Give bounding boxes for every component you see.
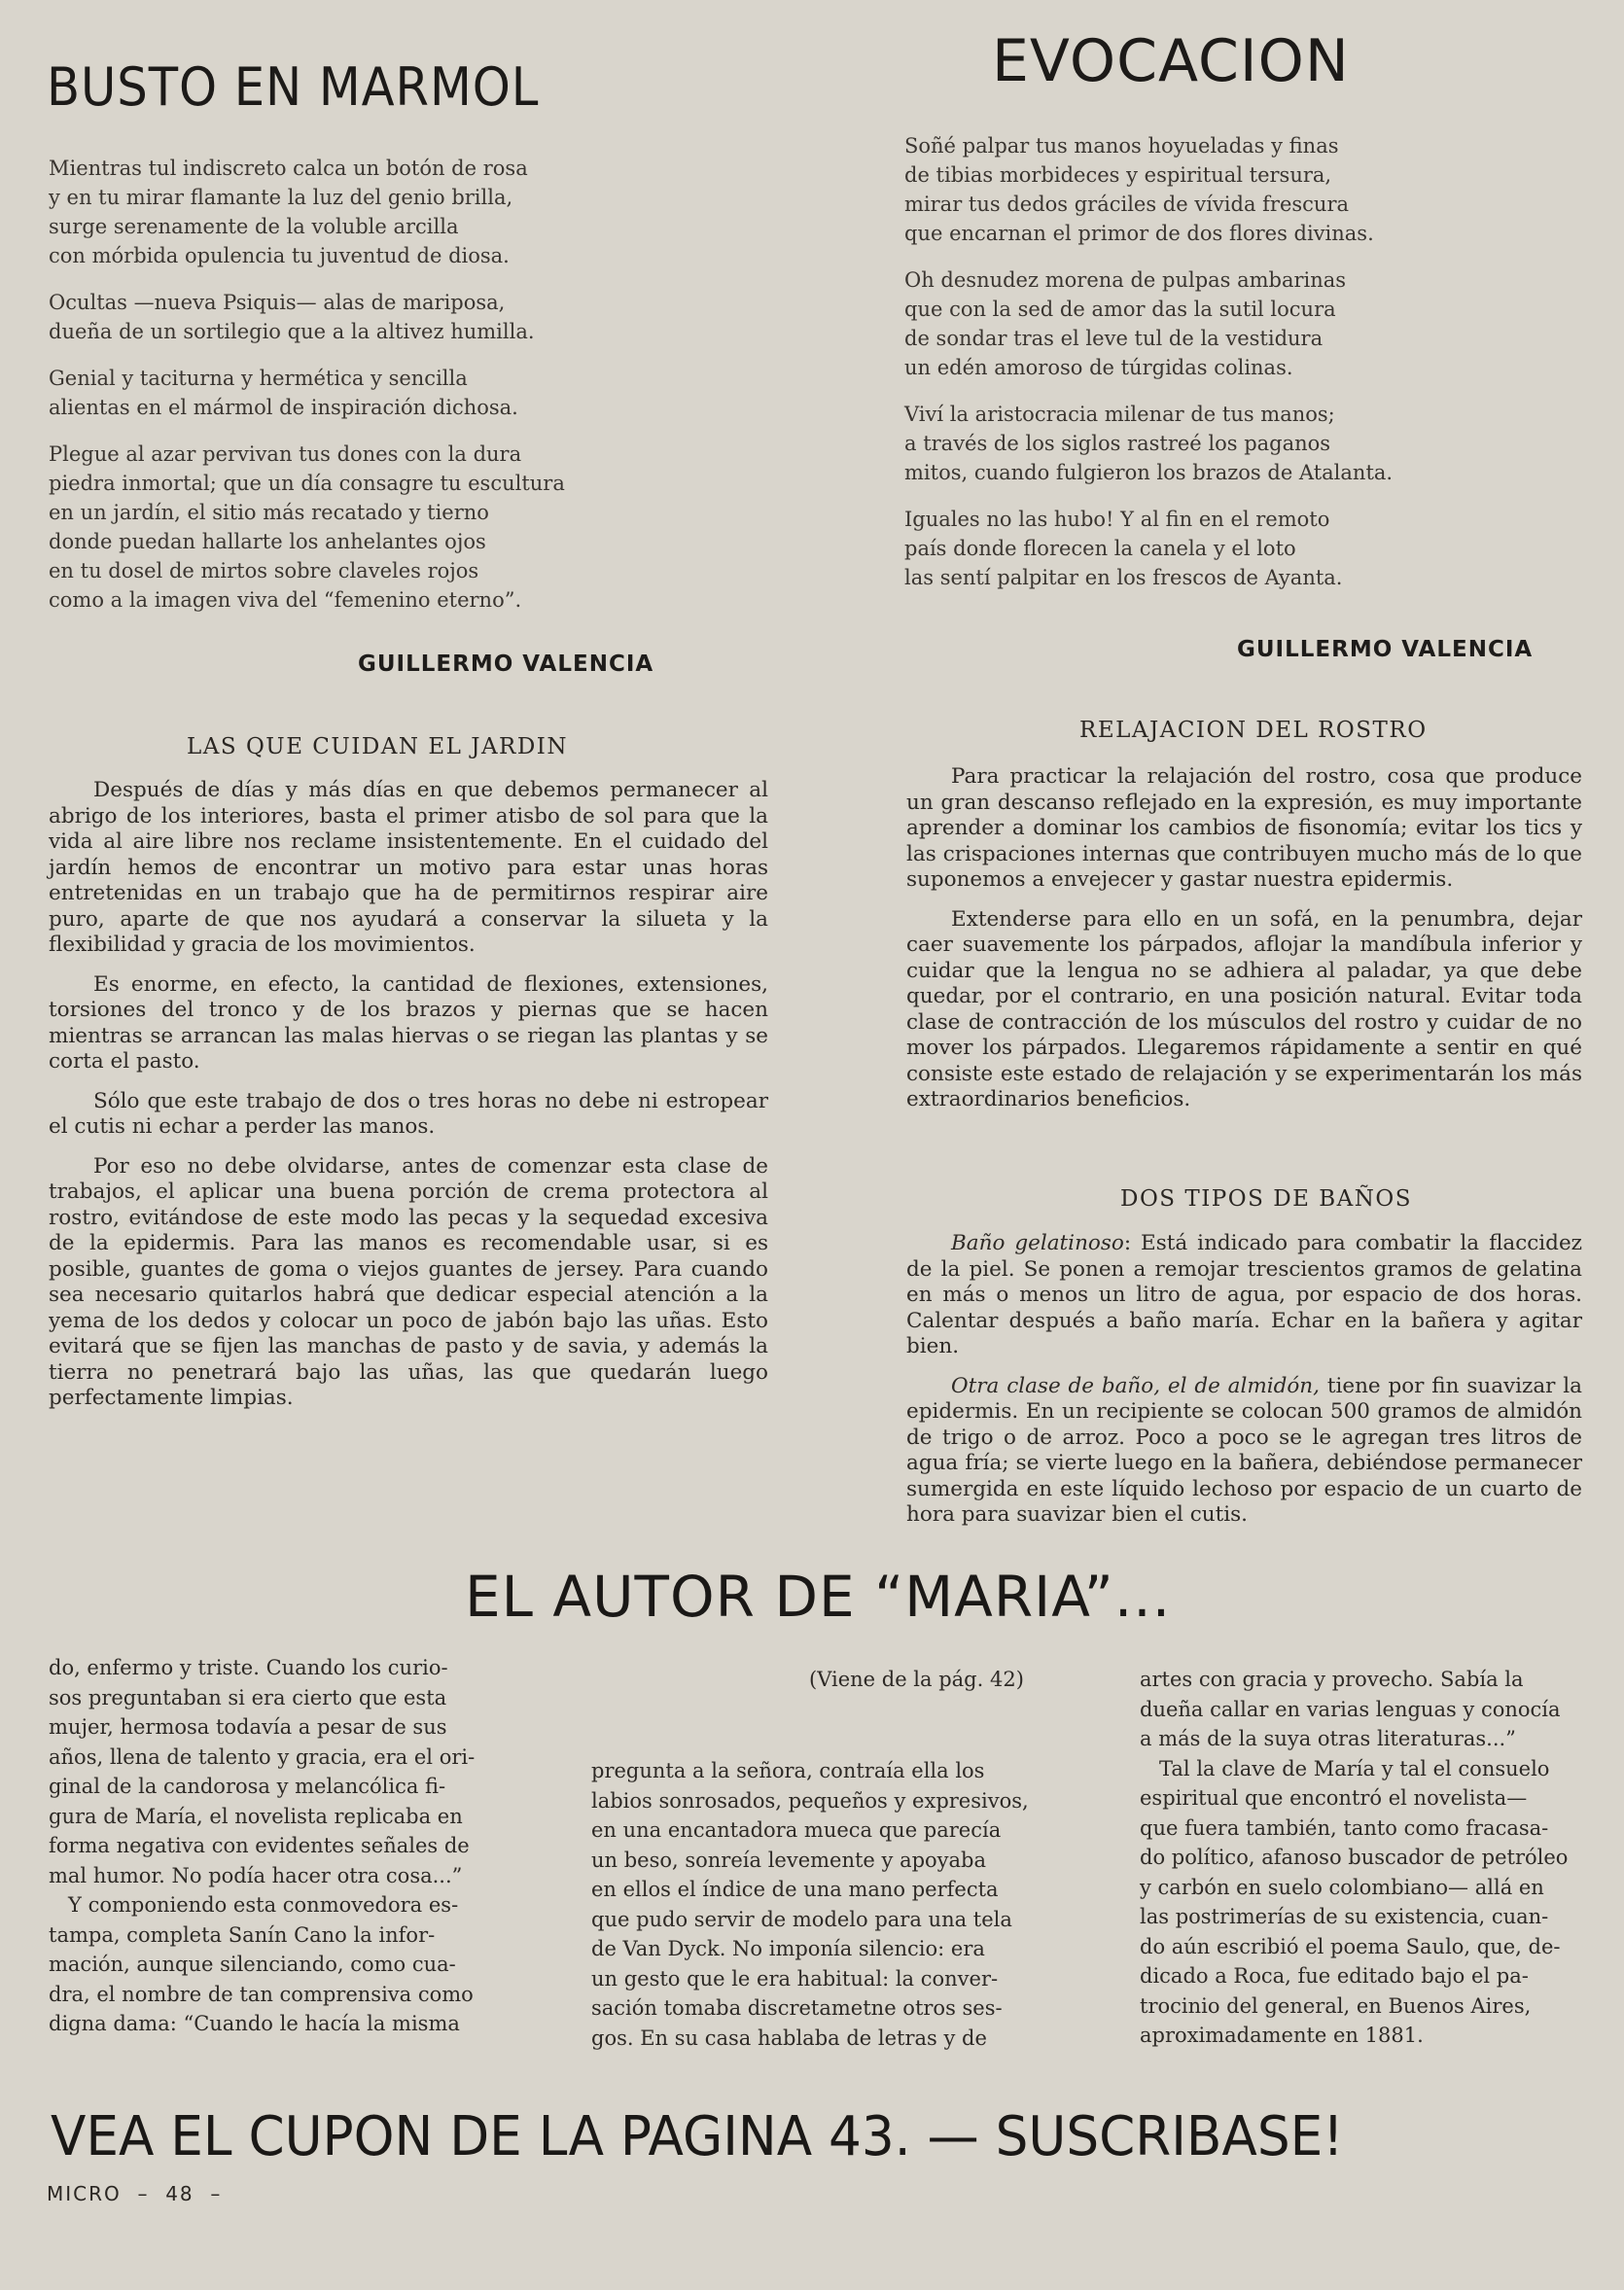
poem1-line: Genial y taciturna y hermética y sencilla [49, 367, 468, 390]
maria-column-1 [49, 1653, 475, 2039]
column-line: sación tomaba discretametne otros ses- [591, 1996, 1003, 2020]
poem2-line: de sondar tras el leve tul de la vestidura [904, 327, 1324, 350]
poem2-stanza [904, 265, 1585, 382]
column-line: artes con gracia y provecho. Sabía la [1140, 1668, 1524, 1691]
poem1-stanza [49, 364, 671, 422]
article-banos-body [906, 1231, 1582, 1542]
column-line: que fuera también, tanto como fracasa- [1140, 1815, 1549, 1840]
banos-paragraph-1: Baño gelatinoso: Está indicado para combatir la flaccidez de la piel. Se ponen a remojar trescientos gramos de gelatina en más o menos un litro de agua, por espacio de dos horas. Calentar después a baño maría. Echar en la bañera y agitar bien. [906, 1231, 1582, 1358]
column-line: mujer, hermosa todavía a pesar de sus [49, 1715, 447, 1739]
poem2-line: Viví la aristocracia milenar de tus manos; [904, 403, 1335, 426]
column-line: gos. En su casa hablaba de letras y de [591, 2026, 987, 2050]
maria-continued-note: (Viene de la pág. 42) [809, 1668, 1024, 1691]
poem2-line: que con la sed de amor das la sutil locura [904, 298, 1336, 321]
maria-heading: EL AUTOR DE “MARIA”... [465, 1564, 1172, 1630]
column-line: mación, aunque silenciando, como cua- [49, 1953, 456, 1976]
column-line: digna dama: “Cuando le hacía la misma [49, 2012, 460, 2035]
paragraph: Extenderse para ello en un sofá, en la penumbra, dejar caer suavemente los párpados, aflojar la mandíbula inferior y cuidar que la lengua no se adhiera al paladar, ya que debe quedar, por el contrario, en una posición natural. Evitar toda clase de contracción de los músculos del rostro y cuidar de no mover los párpados. Llegaremos rápidamente a sentir en qué consiste este estado de relajación y se experimentarán los más extraordinarios beneficios. [906, 906, 1582, 1111]
column-line: un beso, sonreía levemente y apoyaba [591, 1848, 987, 1872]
column-line: en ellos el índice de una mano perfecta [591, 1878, 999, 1901]
poem1-line: en un jardín, el sitio más recatado y tierno [49, 501, 489, 524]
column-line: ginal de la candorosa y melancólica fi- [49, 1775, 446, 1798]
poem2-line: a través de los siglos rastreé los paganos [904, 432, 1331, 455]
column-line: trocinio del general, en Buenos Aires, [1140, 1993, 1532, 2018]
column-line: Y componiendo esta conmovedora es- [49, 1893, 459, 1917]
column-line: aproximadamente en 1881. [1140, 2024, 1424, 2047]
column-line: gura de María, el novelista replicaba en [49, 1804, 463, 1828]
column-line: dicado a Roca, fue editado bajo el pa- [1140, 1964, 1529, 1988]
column-line: en una encantadora mueca que parecía [591, 1818, 1002, 1842]
poem1-line: Ocultas —nueva Psiquis— alas de mariposa, [49, 291, 506, 314]
poem1-line: donde puedan hallarte los anhelantes ojos [49, 530, 486, 553]
page-footer: MICRO – 48 – [47, 2182, 223, 2205]
column-line: que pudo servir de modelo para una tela [591, 1907, 1012, 1931]
poem2-line: de tibias morbideces y espiritual tersura, [904, 163, 1332, 187]
column-line: labios sonrosados, pequeños y expresivos, [591, 1788, 1029, 1813]
paragraph: Es enorme, en efecto, la cantidad de flexiones, extensiones, torsiones del tronco y de los brazos y piernas que se hacen mientras se arrancan las malas hiervas o se riegan las plantas y se corta el pasto. [49, 971, 768, 1074]
column-line: dra, el nombre de tan comprensiva como [49, 1982, 474, 2006]
poem2-stanza [904, 400, 1585, 487]
paragraph: Por eso no debe olvidarse, antes de comenzar esta clase de trabajos, el aplicar una buena porción de crema protectora al rostro, evitándose de este modo las pecas y la sequedad excesiva de la epidermis. Para las manos es recomendable usar, si es posible, guantes de goma o viejos guantes de jersey. Para cuando sea necesario quitarlos habrá que dedicar especial atención a la yema de los dedos y colocar un poco de jabón bajo las uñas. Esto evitará que se fijen las manchas de pasto y de savia, y además la tierra no penetrará bajo las uñas, las que quedarán luego perfectamente limpias. [49, 1153, 768, 1410]
poem2-line: mitos, cuando fulgieron los brazos de Atalanta. [904, 461, 1394, 484]
subscribe-banner: VEA EL CUPON DE LA PAGINA 43. — SUSCRIBASE! [51, 2105, 1344, 2168]
banos-paragraph-2: Otra clase de baño, el de almidón, tiene por fin suavizar la epidermis. En un recipiente se colocan 500 gramos de almidón de trigo o de arroz. Poco a poco se le agregan tres litros de agua fría; se vierte luego en la bañera, debiéndose permanecer sumergida en este líquido lechoso por espacio de un cuarto de hora para suavizar bien el cutis. [906, 1373, 1582, 1527]
poem1-stanza [49, 440, 671, 615]
poem2-line: Iguales no las hubo! Y al fin en el remoto [904, 508, 1330, 531]
column-line: do aún escribió el poema Saulo, que, de- [1140, 1934, 1561, 1958]
poem1-line: en tu dosel de mirtos sobre claveles rojos [49, 559, 479, 582]
column-line: Tal la clave de María y tal el consuelo [1140, 1756, 1550, 1780]
poem1-line: y en tu mirar flamante la luz del genio brilla, [49, 186, 513, 209]
maria-column-2 [591, 1756, 1029, 2053]
column-line: do, enfermo y triste. Cuando los curio- [49, 1656, 448, 1679]
column-line: do político, afanoso buscador de petróleo [1140, 1846, 1569, 1869]
poem2-line: que encarnan el primor de dos flores divinas. [904, 222, 1374, 245]
article-jardin-body [49, 778, 768, 1426]
poem2-line: un edén amoroso de túrgidas colinas. [904, 356, 1293, 379]
column-line: tampa, completa Sanín Cano la infor- [49, 1922, 436, 1947]
maria-column-3 [1140, 1665, 1568, 2051]
poem2-stanza [904, 131, 1585, 248]
paragraph: Después de días y más días en que debemos permanecer al abrigo de los interiores, basta el primer atisbo de sol para que la vida al aire libre nos reclame insistentemente. En el cuidado del jardín hemos de encontrar un motivo para estar unas horas entretenidas en un trabajo que ha de permitirnos respirar aire puro, aparte de que nos ayudará a conservar la silueta y la flexibilidad y gracia de los movimientos. [49, 778, 768, 957]
poem2-line: país donde florecen la canela y el loto [904, 537, 1296, 560]
poem2-line: Oh desnudez morena de pulpas ambarinas [904, 268, 1347, 292]
poem-title-busto: BUSTO EN MARMOL [47, 56, 540, 118]
poem2-line: Soñé palpar tus manos hoyueladas y finas [904, 134, 1339, 158]
poem1-line: piedra inmortal; que un día consagre tu escultura [49, 472, 565, 495]
article-rostro-body [906, 764, 1582, 1127]
poem-busto-en-marmol [49, 154, 671, 632]
poem-author-1: GUILLERMO VALENCIA [358, 652, 654, 677]
poem1-line: como a la imagen viva del “femenino eterno”. [49, 588, 522, 612]
column-line: espiritual que encontró el novelista— [1140, 1786, 1528, 1810]
poem1-line: surge serenamente de la voluble arcilla [49, 215, 459, 238]
article-title-jardin: LAS QUE CUIDAN EL JARDIN [187, 734, 569, 759]
column-line: pregunta a la señora, contraía ella los [591, 1759, 985, 1782]
paragraph: Para practicar la relajación del rostro, cosa que produce un gran descanso reflejado en la expresión, es muy importante aprender a dominar los cambios de fisonomía; evitar los tics y las crispaciones internas que contribuyen mucho más de lo que suponemos a envejecer y gastar nuestra epidermis. [906, 764, 1582, 892]
article-title-rostro: RELAJACION DEL ROSTRO [1079, 718, 1428, 743]
poem-evocacion [904, 131, 1585, 610]
column-line: forma negativa con evidentes señales de [49, 1834, 470, 1857]
column-line: mal humor. No podía hacer otra cosa...” [49, 1863, 463, 1887]
column-line: sos preguntaban si era cierto que esta [49, 1685, 447, 1709]
column-line: y carbón en suelo colombiano— allá en [1140, 1875, 1544, 1899]
poem1-stanza [49, 154, 671, 270]
column-line: un gesto que le era habitual: la conver- [591, 1966, 999, 1991]
poem2-line: mirar tus dedos gráciles de vívida frescura [904, 193, 1350, 216]
column-line: las postrimerías de su existencia, cuan- [1140, 1905, 1549, 1928]
poem2-line: las sentí palpitar en los frescos de Ayanta. [904, 566, 1343, 589]
poem1-line: alientas en el mármol de inspiración dichosa. [49, 396, 518, 419]
column-line: a más de la suya otras literaturas...” [1140, 1727, 1516, 1750]
poem1-line: Mientras tul indiscreto calca un botón de rosa [49, 157, 528, 180]
column-line: años, llena de talento y gracia, era el ori- [49, 1744, 476, 1769]
poem1-line: con mórbida opulencia tu juventud de diosa. [49, 244, 510, 267]
article-title-banos: DOS TIPOS DE BAÑOS [1120, 1186, 1412, 1212]
column-line: dueña callar en varias lenguas y conocía [1140, 1697, 1561, 1721]
poem1-line: Plegue al azar pervivan tus dones con la dura [49, 442, 522, 466]
poem1-line: dueña de un sortilegio que a la altivez humilla. [49, 320, 535, 343]
poem1-stanza [49, 288, 671, 346]
column-line: de Van Dyck. No imponía silencio: era [591, 1937, 985, 1960]
poem2-stanza [904, 505, 1585, 592]
paragraph: Sólo que este trabajo de dos o tres horas no debe ni estropear el cutis ni echar a perder las manos. [49, 1088, 768, 1139]
poem-title-evocacion: EVOCACION [992, 27, 1350, 95]
poem-author-2: GUILLERMO VALENCIA [1237, 637, 1534, 662]
